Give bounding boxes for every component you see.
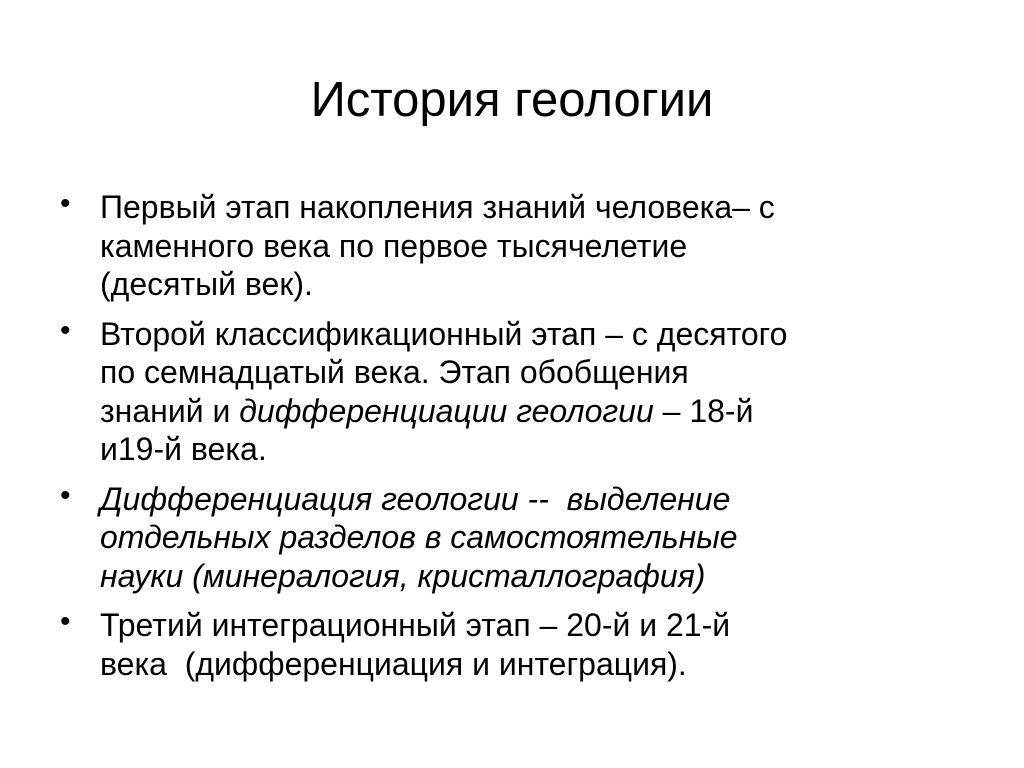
slide-title: История геологии (310, 73, 714, 127)
bullet-1-line-2: каменного века по первое тысячелетие (100, 227, 688, 264)
bullet-3-line-1: Дифференциация геологии -- выделение (100, 480, 731, 517)
bullet-text-4 (100, 606, 978, 683)
bullet-3-line-2: отдельных разделов в самостоятельные (100, 519, 738, 555)
bullet-2-line-3-italic: дифференциации геологии (239, 392, 654, 429)
bullet-item-3 (58, 480, 978, 596)
bullet-marker: • (60, 478, 71, 512)
bullet-2-line-3b: – 18-й (653, 392, 754, 429)
bullet-4-line-2: века (дифференциация и интеграция). (100, 645, 687, 682)
bullet-2-line-3a: знаний и (100, 392, 240, 429)
bullet-item-4 (58, 606, 978, 683)
bullet-item-2 (58, 315, 978, 469)
bullet-4-line-1: Третий интеграционный этап – 20-й и 21-й (100, 607, 731, 643)
bullet-item-1 (58, 188, 978, 304)
bullet-marker: • (60, 313, 71, 347)
bullet-3-line-3: науки (минералогия, кристаллография) (100, 557, 706, 594)
bullet-1-line-1: Первый этап накопления знаний человека– с (100, 189, 775, 225)
bullet-marker: • (60, 187, 71, 220)
bullet-1-line-3: (десятый век). (100, 266, 313, 302)
bullet-text-1 (100, 188, 978, 304)
bullet-text-2 (100, 315, 978, 469)
bullet-2-line-1: Второй классификационный этап – с десятого (100, 315, 788, 352)
bullet-list (58, 188, 978, 694)
bullet-text-3 (100, 480, 978, 596)
bullet-marker: • (60, 605, 71, 638)
bullet-2-line-2: по семнадцатый века. Этап обобщения (100, 354, 689, 390)
bullet-2-line-4: и19-й века. (100, 431, 267, 467)
